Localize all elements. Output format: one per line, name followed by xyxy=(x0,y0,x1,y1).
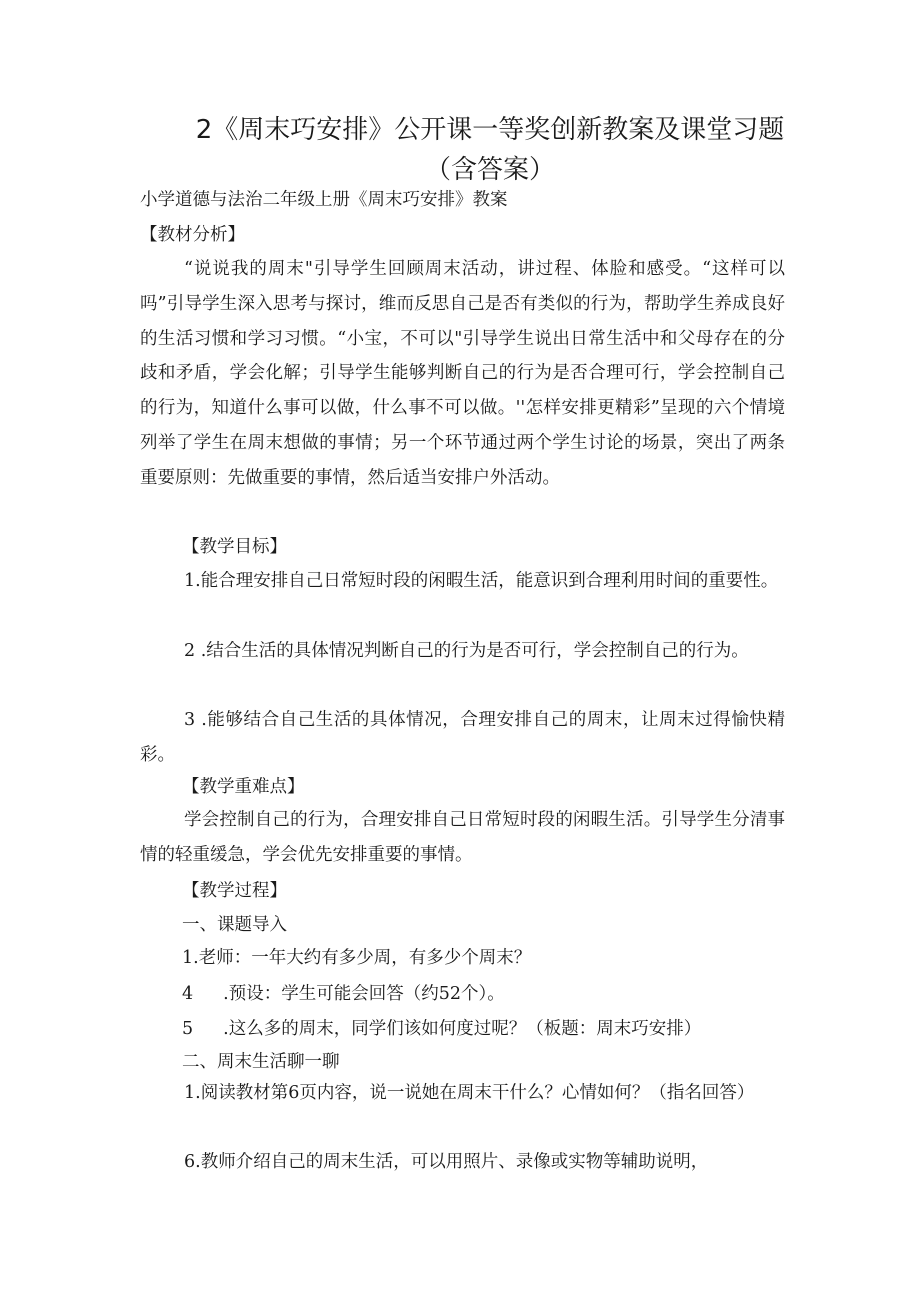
document-subtitle: 小学道德与法治二年级上册《周末巧安排》教案 xyxy=(140,190,508,210)
keypoints-paragraph: 学会控制自己的行为，合理安排自己日常短时段的闲暇生活。引导学生分清事情的轻重缓急，学会优先安排重要的事情。 xyxy=(140,810,785,865)
process-part-2: 二、周末生活聊一聊 xyxy=(182,1052,340,1072)
process-part-1: 一、课题导入 xyxy=(182,915,287,935)
process-item-5-text: .这么多的周末，同学们该如何度过呢？（板题：周末巧安排） xyxy=(223,1019,702,1039)
process-item-4-text: .预设：学生可能会回答（约52个）。 xyxy=(223,984,505,1004)
section-heading-process: 【教学过程】 xyxy=(182,881,287,901)
process-item-5 xyxy=(182,1015,701,1040)
process-item-4-number: 4 xyxy=(182,984,194,1004)
section-heading-goals: 【教学目标】 xyxy=(182,537,287,557)
process-item-1: 1.老师：一年大约有多少周，有多少个周末？ xyxy=(182,948,532,968)
analysis-paragraph: “说说我的周末"引导学生回顾周末活动，讲过程、体脸和感受。“这样可以吗”引导学生深入思考与探讨，维而反思自己是否有类似的行为，帮助学生养成良好的生活习惯和学习习惯。“小宝，不可以"引导学生说出日常生活中和父母存在的分歧和矛盾，学会化解；引导学生能够判断自己的行为是否合理可行，学会控制自己的行为，知道什么事可以做，什么事不可以做。''怎样安排更精彩”呈现的六个情境列举了学生在周末想做的事情；另一个环节通过两个学生讨论的场景，突出了两条重要原则：先做重要的事情，然后适当安排户外活动。 xyxy=(140,259,785,488)
process-paragraph-6: 6.教师介绍自己的周末生活，可以用照片、录像或实物等辅助说明， xyxy=(184,1152,709,1172)
process-item-5-number: 5 xyxy=(182,1019,194,1039)
goal-item-1: 1.能合理安排自己日常短时段的闲暇生活，能意识到合理利用时间的重要性。 xyxy=(184,571,779,591)
section-heading-analysis: 【教材分析】 xyxy=(140,225,245,245)
section-heading-keypoints: 【教学重难点】 xyxy=(182,777,305,797)
goal-item-2: 2 .结合生活的具体情况判断自己的行为是否可行，学会控制自己的行为。 xyxy=(184,641,749,661)
document-title: 2《周末巧安排》公开课一等奖创新教案及课堂习题（含答案） xyxy=(195,115,785,185)
process-item-4 xyxy=(182,980,505,1005)
goal-item-3: 3 .能够结合自己生活的具体情况，合理安排自己的周末，让周末过得愉快精彩。 xyxy=(140,710,785,765)
process-paragraph-1: 1.阅读教材第6页内容，说一说她在周末干什么？心情如何？（指名回答） xyxy=(184,1083,755,1103)
